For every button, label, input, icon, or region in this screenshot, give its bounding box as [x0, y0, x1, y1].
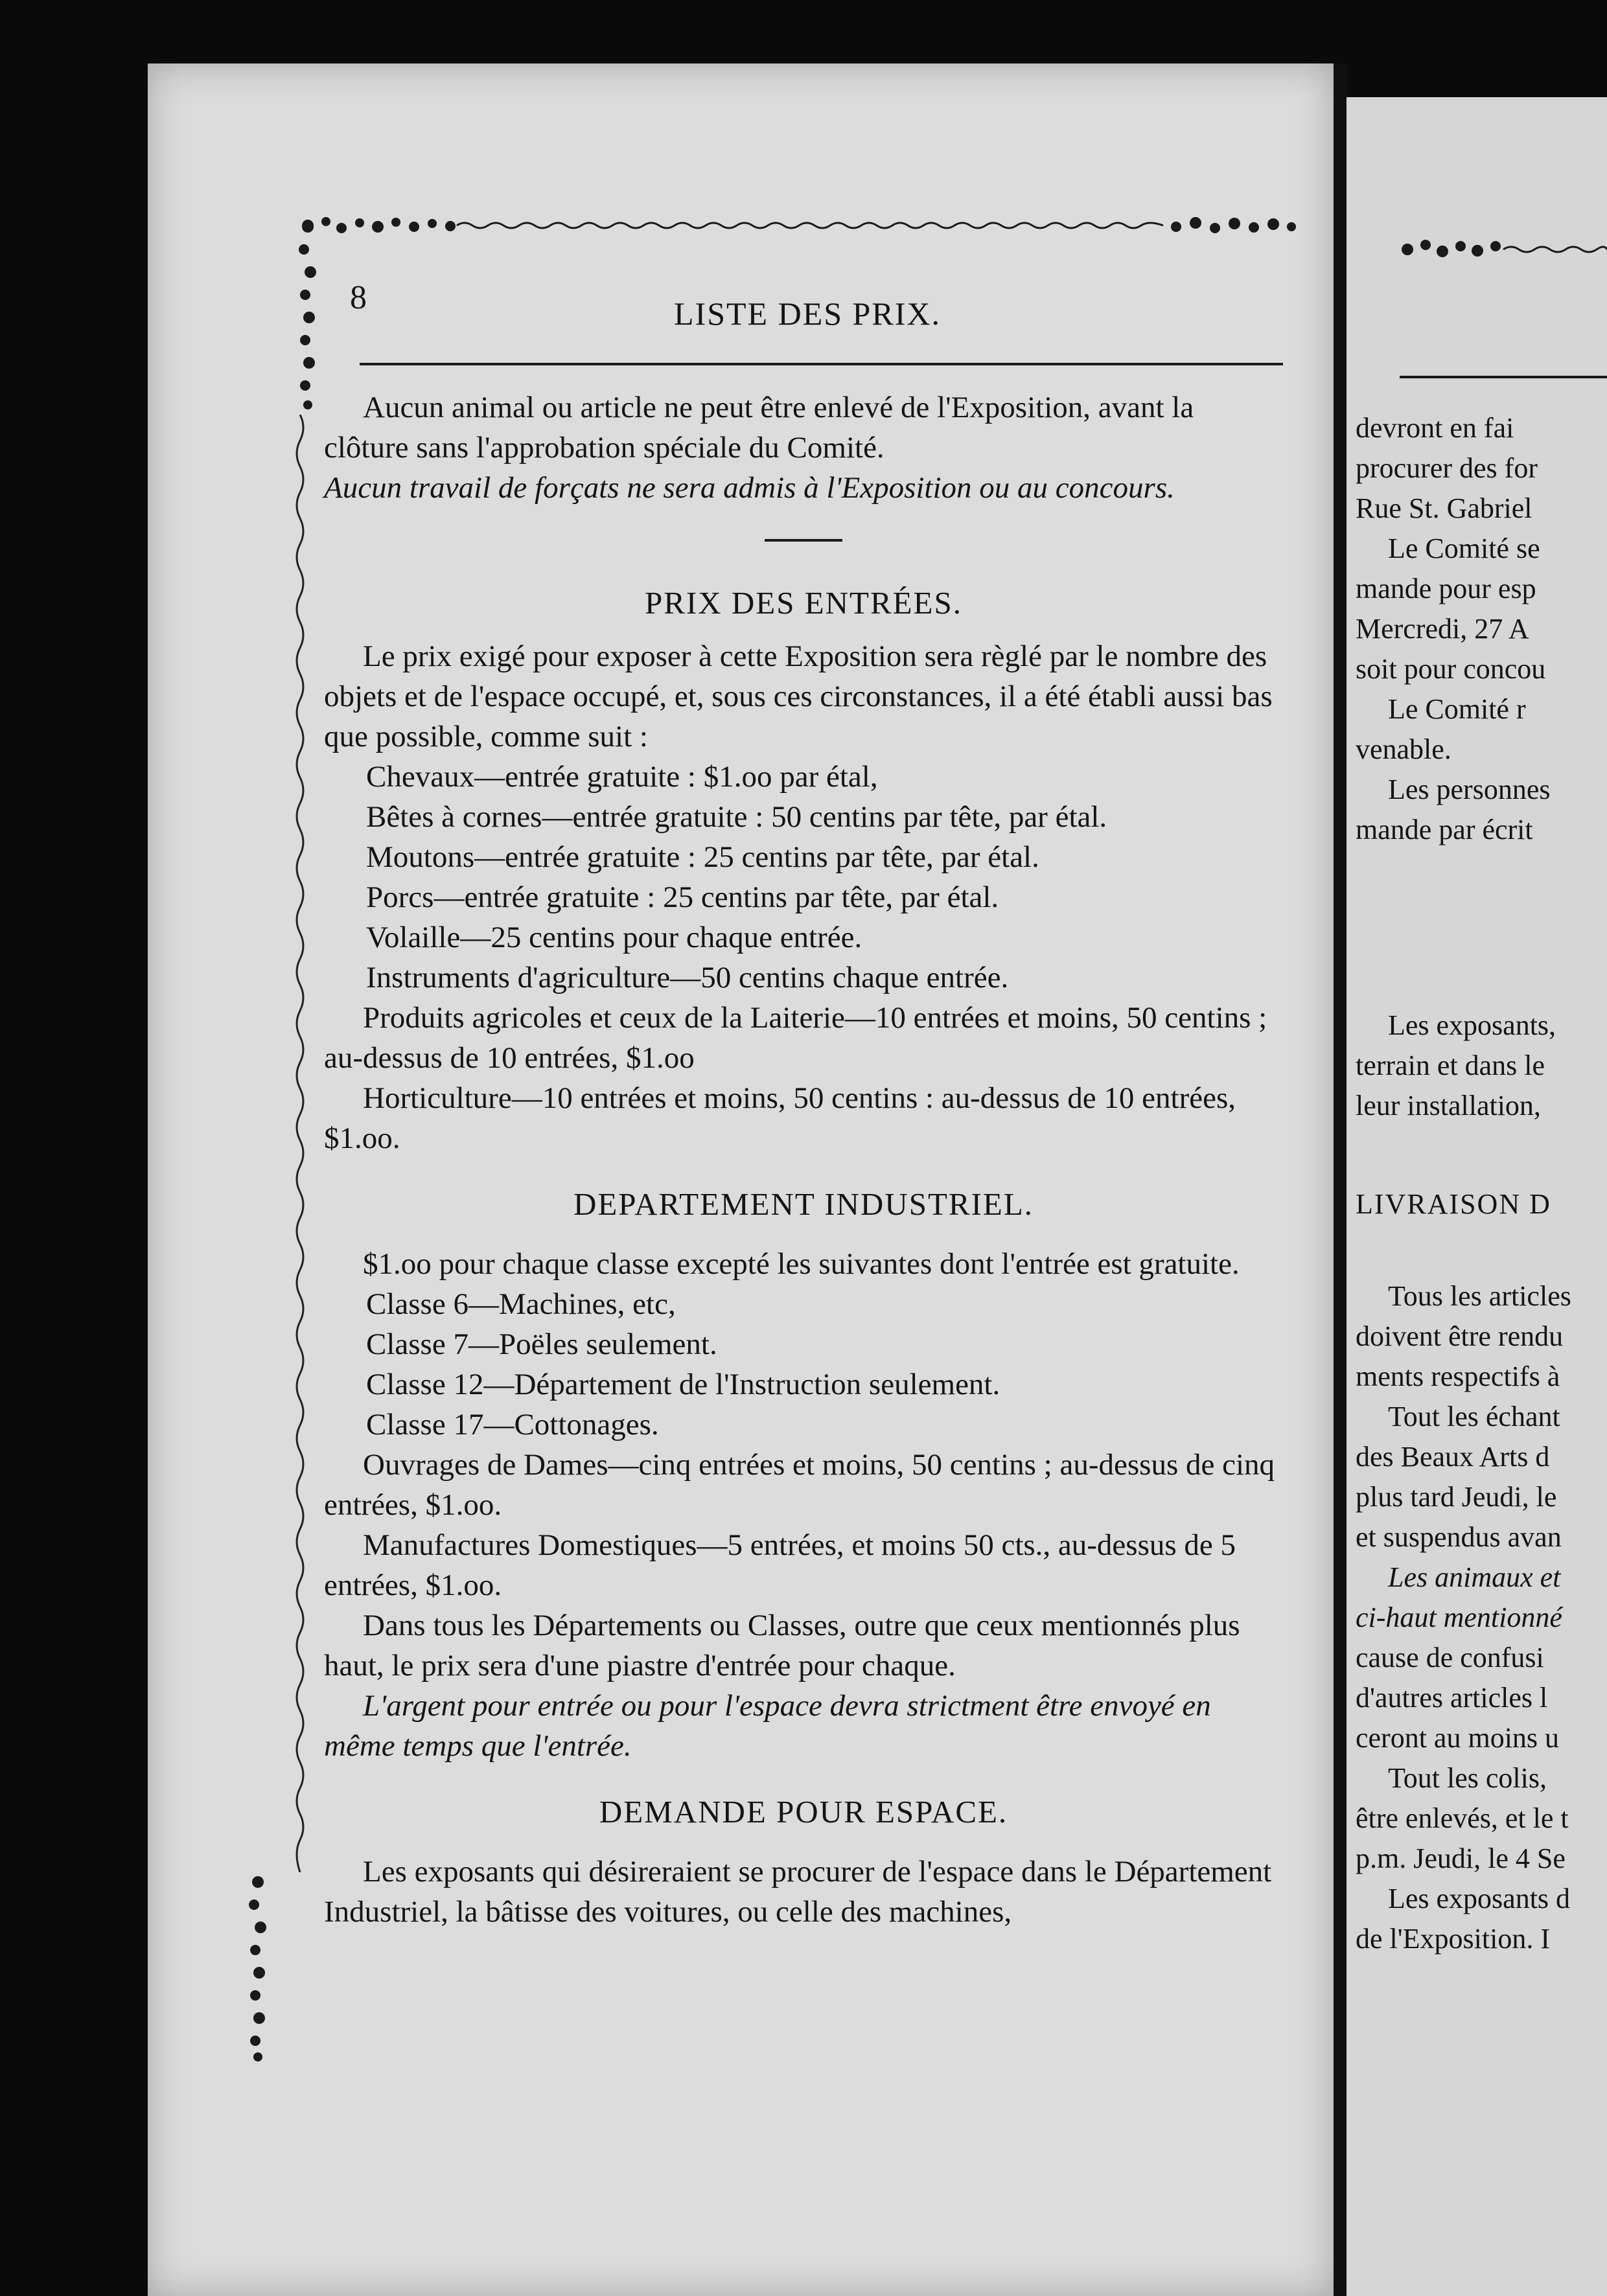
produits-paragraph: Produits agricoles et ceux de la Laiterie—10 entrées et moins, 50 centins ; au-dessus de 10 entrées, $1.oo	[324, 1001, 1267, 1075]
right-page-text	[1356, 408, 1607, 1959]
section-heading-industriel: DEPARTEMENT INDUSTRIEL.	[573, 1186, 1034, 1222]
horticulture-paragraph: Horticulture—10 entrées et moins, 50 centins : au-dessus de 10 entrées, $1.oo.	[324, 1081, 1236, 1155]
list-item: Instruments d'agriculture—50 centins chaque entrée.	[366, 961, 1009, 994]
page-number: 8	[350, 279, 367, 316]
intro-paragraph: Aucun animal ou article ne peut être enlevé de l'Exposition, avant la clôture sans l'approbation spéciale du Comité.	[324, 391, 1194, 465]
list-item: Porcs—entrée gratuite : 25 centins par tête, par étal.	[366, 880, 999, 914]
text-line: ci-haut mentionné	[1356, 1601, 1562, 1633]
demande-paragraph: Les exposants qui désireraient se procurer de l'espace dans le Département Industriel, la bâtisse des voitures, ou celle des machines,	[324, 1855, 1272, 1929]
text-line: Le Comité r	[1388, 693, 1526, 725]
wavy-border-left-icon	[288, 415, 312, 1872]
text-line: doivent être rendu	[1356, 1320, 1564, 1352]
floral-border-left-icon	[288, 214, 327, 415]
list-item: Classe 6—Machines, etc,	[366, 1287, 676, 1321]
floral-border-top-icon	[295, 206, 1299, 245]
prix-intro-paragraph: Le prix exigé pour exposer à cette Exposition sera règlé par le nombre des objets et de l'espace occupé, et, sous ces circonstances, il a été établi aussi bas que possible, comme suit :	[324, 639, 1273, 753]
right-section-heading: LIVRAISON D	[1356, 1188, 1551, 1220]
section-divider	[765, 539, 842, 542]
text-line: Tout les échant	[1388, 1401, 1560, 1432]
text-line: Les exposants d	[1388, 1883, 1571, 1914]
industriel-intro-paragraph: $1.oo pour chaque classe excepté les suivantes dont l'entrée est gratuite.	[363, 1247, 1240, 1281]
text-line: de l'Exposition. I	[1356, 1923, 1551, 1955]
intro-italic-paragraph: Aucun travail de forçats ne sera admis à l'Exposition ou au concours.	[324, 471, 1175, 505]
text-line: mande pour esp	[1356, 573, 1536, 604]
text-line: ceront au moins u	[1356, 1722, 1560, 1754]
dames-paragraph: Ouvrages de Dames—cinq entrées et moins, 50 centins ; au-dessus de cinq entrées, $1.oo.	[324, 1448, 1275, 1522]
main-text	[324, 376, 1283, 1932]
list-item: Volaille—25 centins pour chaque entrée.	[366, 921, 862, 954]
list-item: Classe 17—Cottonages.	[366, 1408, 659, 1441]
autres-paragraph: Dans tous les Départements ou Classes, outre que ceux mentionnés plus haut, le prix sera d'une piastre d'entrée pour chaque.	[324, 1609, 1240, 1682]
section-heading-prix-entrees: PRIX DES ENTRÉES.	[644, 585, 962, 621]
text-line: devront en fai	[1356, 412, 1514, 444]
text-line: Les personnes	[1388, 774, 1551, 805]
manufactures-paragraph: Manufactures Domestiques—5 entrées, et moins 50 cts., au-dessus de 5 entrées, $1.oo.	[324, 1528, 1236, 1602]
text-line: leur installation,	[1356, 1090, 1541, 1121]
book-gutter	[1334, 63, 1347, 2296]
text-line: Le Comité se	[1388, 533, 1540, 564]
list-item: Chevaux—entrée gratuite : $1.oo par étal,	[366, 760, 878, 794]
text-line: terrain et dans le	[1356, 1050, 1545, 1081]
text-line: Tout les colis,	[1388, 1762, 1547, 1794]
text-line: Tous les articles	[1388, 1280, 1571, 1312]
list-item: Classe 7—Poëles seulement.	[366, 1327, 717, 1361]
floral-border-bottom-left-icon	[238, 1869, 277, 2063]
text-line: des Beaux Arts d	[1356, 1441, 1550, 1473]
text-line: plus tard Jeudi, le	[1356, 1481, 1557, 1513]
text-line: être enlevés, et le t	[1356, 1802, 1569, 1834]
text-line: ments respectifs à	[1356, 1360, 1560, 1392]
text-line: Les exposants,	[1388, 1009, 1556, 1041]
list-item: Classe 12—Département de l'Instruction seulement.	[366, 1368, 1000, 1401]
text-line: soit pour concou	[1356, 653, 1546, 685]
text-line: et suspendus avan	[1356, 1521, 1562, 1553]
floral-border-right-page-icon	[1400, 227, 1607, 272]
text-line: mande par écrit	[1356, 814, 1533, 845]
list-item: Moutons—entrée gratuite : 25 centins par tête, par étal.	[366, 840, 1039, 874]
text-line: p.m. Jeudi, le 4 Se	[1356, 1843, 1566, 1874]
text-line: d'autres articles l	[1356, 1682, 1548, 1714]
text-line: Mercredi, 27 A	[1356, 613, 1529, 645]
text-line: Rue St. Gabriel	[1356, 492, 1532, 524]
header-rule	[360, 363, 1283, 365]
running-head: LISTE DES PRIX.	[674, 295, 941, 332]
text-line: procurer des for	[1356, 452, 1538, 484]
text-line: venable.	[1356, 733, 1451, 765]
argent-paragraph: L'argent pour entrée ou pour l'espace devra strictment être envoyé en même temps que l'entrée.	[324, 1689, 1211, 1763]
section-heading-demande: DEMANDE POUR ESPACE.	[599, 1794, 1008, 1830]
text-line: Les animaux et	[1388, 1561, 1561, 1593]
text-line: cause de confusi	[1356, 1642, 1544, 1673]
right-page-header-rule	[1400, 376, 1607, 378]
list-item: Bêtes à cornes—entrée gratuite : 50 centins par tête, par étal.	[366, 800, 1107, 834]
